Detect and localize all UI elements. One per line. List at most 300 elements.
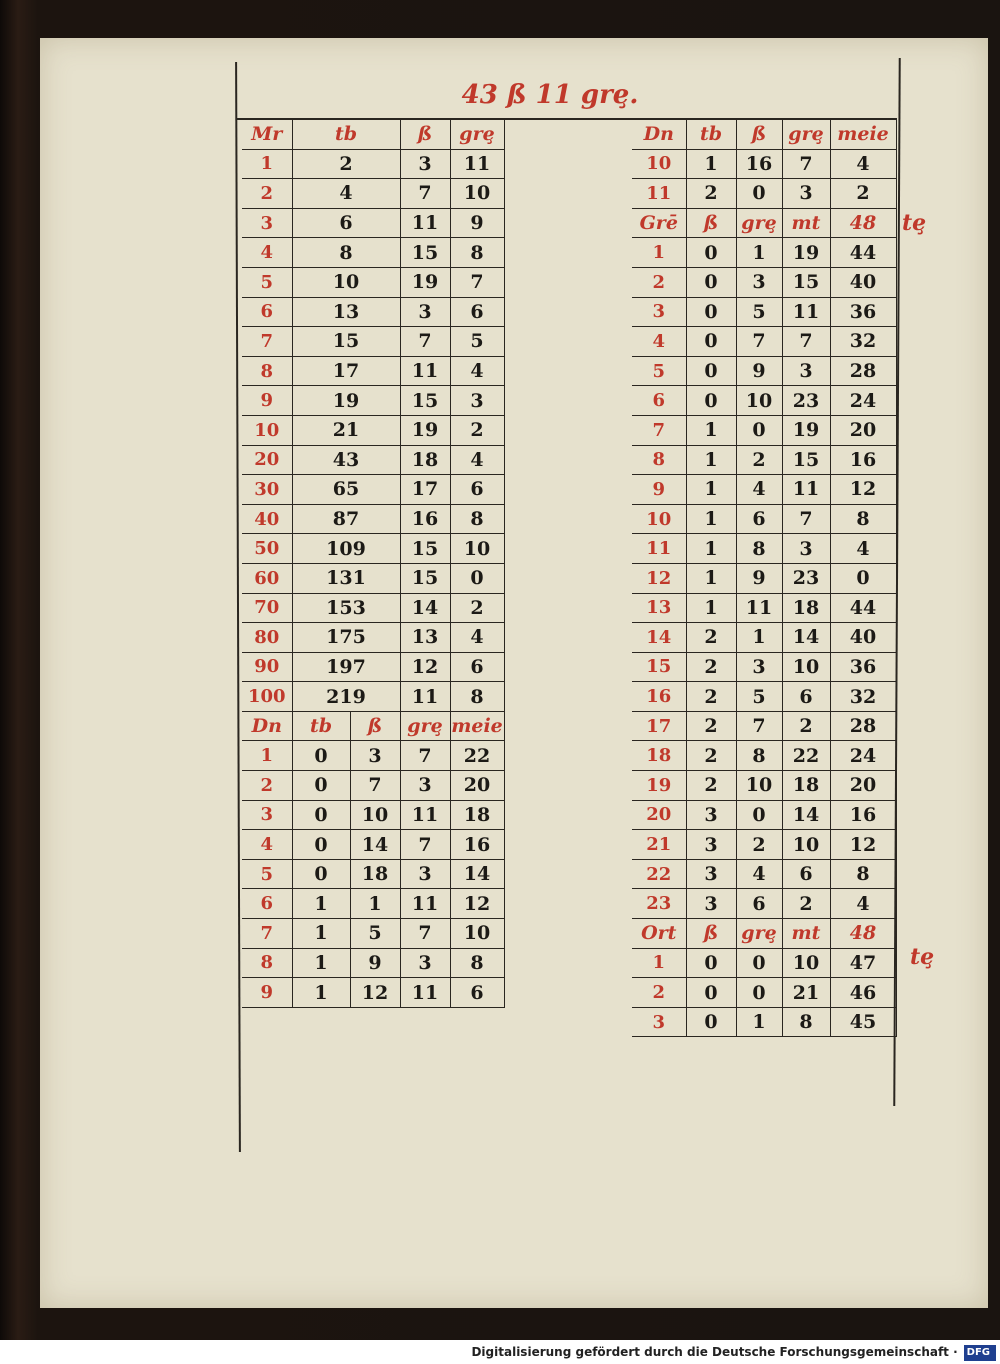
table-cell: 0 [686, 267, 736, 297]
table-row [632, 267, 896, 297]
table-cell: 11 [632, 179, 686, 209]
table-row [632, 741, 896, 771]
table-cell: 2 [686, 652, 736, 682]
table-cell: 14 [350, 830, 400, 860]
table-cell: 2 [450, 415, 504, 445]
table-cell: 14 [632, 623, 686, 653]
table-cell: 22 [782, 741, 830, 771]
table-cell: 109 [292, 534, 400, 564]
table-row [632, 1007, 896, 1037]
table-row [242, 149, 504, 179]
table-cell: 19 [632, 771, 686, 801]
table-cell: 8 [632, 445, 686, 475]
table-cell: 1 [242, 741, 292, 771]
table-cell: 3 [686, 889, 736, 919]
table-cell: 10 [632, 504, 686, 534]
table-cell: ß [686, 919, 736, 949]
table-cell: 1 [686, 504, 736, 534]
table-cell: 80 [242, 623, 292, 653]
table-cell: 5 [350, 919, 400, 949]
table-cell: 12 [400, 652, 450, 682]
table-cell: 18 [350, 859, 400, 889]
table-cell: 11 [632, 534, 686, 564]
table-cell: 8 [736, 534, 782, 564]
table-cell: 30 [242, 475, 292, 505]
table-cell: Mr [242, 120, 292, 149]
table-cell: 11 [400, 208, 450, 238]
table-cell: 7 [782, 504, 830, 534]
table-cell: 12 [830, 475, 896, 505]
table-cell: 8 [450, 504, 504, 534]
table-cell: 12 [450, 889, 504, 919]
table-cell: 15 [632, 652, 686, 682]
table-cell: 0 [686, 386, 736, 416]
table-cell: 15 [400, 563, 450, 593]
dfg-logo: DFG [964, 1345, 996, 1361]
table-cell: 3 [782, 179, 830, 209]
table-cell: 19 [782, 238, 830, 268]
table-cell: 2 [686, 771, 736, 801]
table-cell: 4 [830, 149, 896, 179]
table-cell: 3 [686, 830, 736, 860]
table-cell: 16 [632, 682, 686, 712]
table-cell: 9 [242, 978, 292, 1008]
table-cell: 6 [450, 652, 504, 682]
table-cell: 10 [782, 830, 830, 860]
table-cell: 44 [830, 238, 896, 268]
table-cell: 9 [736, 563, 782, 593]
table-cell: 8 [292, 238, 400, 268]
table-cell: 2 [686, 623, 736, 653]
table-cell: 15 [782, 445, 830, 475]
table-row [632, 386, 896, 416]
side-note: tȩ [902, 210, 927, 236]
table-cell: 9 [632, 475, 686, 505]
table-cell: 50 [242, 534, 292, 564]
table-cell: 4 [242, 238, 292, 268]
table-cell: 60 [242, 563, 292, 593]
table-cell: 40 [830, 623, 896, 653]
table-row [242, 711, 504, 741]
table-cell: 46 [830, 978, 896, 1008]
table-row [242, 386, 504, 416]
table-cell: 3 [736, 652, 782, 682]
table-cell: 1 [292, 978, 350, 1008]
table-cell: 219 [292, 682, 400, 712]
table-cell: 2 [686, 741, 736, 771]
table-cell: 6 [292, 208, 400, 238]
table-row [242, 652, 504, 682]
table-cell: 0 [830, 563, 896, 593]
table-row [242, 919, 504, 949]
table-row [242, 356, 504, 386]
table-cell: 6 [242, 297, 292, 327]
table-cell: 17 [632, 711, 686, 741]
table-cell: 7 [400, 327, 450, 357]
table-row [632, 149, 896, 179]
table-cell: 90 [242, 652, 292, 682]
table-row [242, 948, 504, 978]
table-row [632, 238, 896, 268]
table-cell: 23 [632, 889, 686, 919]
table-cell: 20 [830, 771, 896, 801]
table-cell: 24 [830, 741, 896, 771]
table-cell: mt [782, 208, 830, 238]
table-cell: 4 [450, 356, 504, 386]
table-cell: 16 [400, 504, 450, 534]
table-cell: 3 [400, 149, 450, 179]
table-cell: 4 [736, 859, 782, 889]
table-cell: 0 [292, 771, 350, 801]
table-cell: 2 [782, 889, 830, 919]
table-cell: 19 [292, 386, 400, 416]
table-cell: 15 [400, 534, 450, 564]
table-cell: 14 [450, 859, 504, 889]
table-cell: 9 [736, 356, 782, 386]
table-cell: Dn [242, 711, 292, 741]
table-cell: 1 [736, 1007, 782, 1037]
table-row [242, 563, 504, 593]
table-cell: 40 [830, 267, 896, 297]
table-cell: 2 [632, 978, 686, 1008]
table-cell: 1 [686, 415, 736, 445]
table-cell: 18 [782, 771, 830, 801]
table-row [242, 623, 504, 653]
table-cell: 100 [242, 682, 292, 712]
table-row [632, 297, 896, 327]
table-row [242, 771, 504, 801]
table-cell: 6 [242, 889, 292, 919]
table-cell: 0 [686, 948, 736, 978]
table-cell: 0 [686, 978, 736, 1008]
table-cell: 5 [632, 356, 686, 386]
table-cell: 0 [292, 859, 350, 889]
table-cell: 18 [782, 593, 830, 623]
table-cell: 7 [400, 830, 450, 860]
table-cell: 7 [632, 415, 686, 445]
table-row [242, 297, 504, 327]
table-row [242, 504, 504, 534]
table-cell: 0 [736, 415, 782, 445]
table-cell: tb [686, 120, 736, 149]
table-row [632, 504, 896, 534]
table-cell: 6 [450, 475, 504, 505]
table-cell: 11 [782, 297, 830, 327]
page-header: 43 ß 11 grȩ. [461, 80, 639, 110]
table-row [632, 356, 896, 386]
table-cell: Grē [632, 208, 686, 238]
table-row [242, 120, 504, 149]
table-cell: 32 [830, 327, 896, 357]
left-table [242, 120, 505, 1008]
table-cell: grȩ [400, 711, 450, 741]
table-cell: 45 [830, 1007, 896, 1037]
table-row [632, 800, 896, 830]
table-row [242, 267, 504, 297]
table-cell: 4 [632, 327, 686, 357]
table-cell: 16 [830, 445, 896, 475]
table-row [632, 445, 896, 475]
table-cell: 175 [292, 623, 400, 653]
table-row [242, 208, 504, 238]
table-row [242, 475, 504, 505]
table-row [632, 978, 896, 1008]
table-cell: 6 [782, 859, 830, 889]
table-row [632, 623, 896, 653]
table-row [242, 415, 504, 445]
table-row [242, 445, 504, 475]
table-cell: 4 [450, 445, 504, 475]
table-cell: 48 [830, 208, 896, 238]
table-row [632, 652, 896, 682]
table-cell: 15 [782, 267, 830, 297]
table-cell: 20 [830, 415, 896, 445]
table-cell: 13 [292, 297, 400, 327]
table-cell: 1 [292, 919, 350, 949]
table-cell: 1 [350, 889, 400, 919]
table-cell: 10 [782, 652, 830, 682]
table-cell: 1 [736, 623, 782, 653]
table-cell: 10 [242, 415, 292, 445]
table-cell: 4 [450, 623, 504, 653]
table-cell: 2 [782, 711, 830, 741]
table-cell: 9 [242, 386, 292, 416]
table-row [242, 238, 504, 268]
table-row [632, 120, 896, 149]
table-row [632, 208, 896, 238]
table-cell: 4 [830, 534, 896, 564]
table-cell: 3 [350, 741, 400, 771]
table-cell: 10 [450, 919, 504, 949]
table-row [632, 771, 896, 801]
table-cell: 11 [400, 889, 450, 919]
table-cell: 18 [450, 800, 504, 830]
table-cell: 3 [242, 800, 292, 830]
table-cell: 15 [400, 238, 450, 268]
table-cell: 6 [736, 504, 782, 534]
table-cell: 40 [242, 504, 292, 534]
table-cell: 7 [450, 267, 504, 297]
table-row [632, 179, 896, 209]
table-cell: 3 [400, 297, 450, 327]
table-row [242, 978, 504, 1008]
table-cell: 2 [292, 149, 400, 179]
table-cell: 6 [736, 889, 782, 919]
table-row [632, 475, 896, 505]
table-cell: 48 [830, 919, 896, 949]
table-cell: 3 [400, 948, 450, 978]
table-cell: 3 [242, 208, 292, 238]
table-cell: 7 [350, 771, 400, 801]
table-cell: 197 [292, 652, 400, 682]
table-cell: 16 [830, 800, 896, 830]
table-cell: 11 [400, 978, 450, 1008]
table-cell: 32 [830, 682, 896, 712]
table-cell: 11 [400, 356, 450, 386]
table-cell: Ort [632, 919, 686, 949]
table-cell: 1 [686, 149, 736, 179]
table-cell: 20 [450, 771, 504, 801]
table-cell: 12 [350, 978, 400, 1008]
table-cell: 0 [736, 948, 782, 978]
table-cell: 10 [450, 534, 504, 564]
table-cell: 3 [686, 859, 736, 889]
table-cell: Dn [632, 120, 686, 149]
table-cell: 3 [632, 1007, 686, 1037]
table-cell: ß [686, 208, 736, 238]
table-row [242, 859, 504, 889]
table-cell: 1 [292, 948, 350, 978]
table-cell: tb [292, 120, 400, 149]
table-cell: 17 [400, 475, 450, 505]
table-cell: 5 [736, 682, 782, 712]
table-cell: 11 [400, 682, 450, 712]
table-cell: 19 [400, 415, 450, 445]
table-cell: 2 [686, 711, 736, 741]
table-cell: 153 [292, 593, 400, 623]
table-cell: 7 [400, 919, 450, 949]
table-cell: 6 [782, 682, 830, 712]
table-cell: 18 [400, 445, 450, 475]
table-cell: 3 [686, 800, 736, 830]
table-cell: 9 [450, 208, 504, 238]
table-cell: 3 [782, 356, 830, 386]
table-cell: 0 [686, 1007, 736, 1037]
table-cell: 16 [736, 149, 782, 179]
table-cell: 1 [686, 534, 736, 564]
table-cell: 12 [632, 563, 686, 593]
table-cell: 4 [830, 889, 896, 919]
table-cell: 43 [292, 445, 400, 475]
table-cell: 17 [292, 356, 400, 386]
table-cell: 15 [292, 327, 400, 357]
table-row [242, 830, 504, 860]
table-row [242, 889, 504, 919]
table-cell: ß [400, 120, 450, 149]
table-cell: 1 [686, 475, 736, 505]
table-cell: 5 [242, 859, 292, 889]
table-cell: 0 [686, 327, 736, 357]
table-cell: 10 [782, 948, 830, 978]
table-cell: 8 [450, 238, 504, 268]
table-row [242, 741, 504, 771]
table-cell: 22 [450, 741, 504, 771]
table-cell: 2 [736, 445, 782, 475]
table-cell: 5 [242, 267, 292, 297]
table-cell: 1 [632, 948, 686, 978]
table-cell: 2 [242, 179, 292, 209]
table-cell: 22 [632, 859, 686, 889]
table-cell: 1 [242, 149, 292, 179]
table-cell: 0 [686, 297, 736, 327]
table-cell: 2 [686, 682, 736, 712]
table-row [242, 534, 504, 564]
table-cell: 13 [632, 593, 686, 623]
table-row [632, 593, 896, 623]
table-cell: 7 [782, 149, 830, 179]
table-cell: 8 [450, 948, 504, 978]
table-row [632, 711, 896, 741]
table-cell: 44 [830, 593, 896, 623]
table-cell: 15 [400, 386, 450, 416]
table-cell: 4 [292, 179, 400, 209]
table-cell: meie [450, 711, 504, 741]
table-cell: 16 [450, 830, 504, 860]
table-cell: ß [350, 711, 400, 741]
table-cell: 36 [830, 652, 896, 682]
table-cell: 14 [782, 623, 830, 653]
table-cell: 5 [736, 297, 782, 327]
table-cell: 2 [830, 179, 896, 209]
table-cell: 19 [782, 415, 830, 445]
table-cell: 2 [450, 593, 504, 623]
table-cell: 8 [242, 356, 292, 386]
table-row [632, 919, 896, 949]
table-row [242, 800, 504, 830]
table-cell: 3 [400, 771, 450, 801]
table-cell: 7 [736, 711, 782, 741]
footer-text: Digitalisierung gefördert durch die Deutsche Forschungsgemeinschaft · [471, 1345, 958, 1359]
table-row [632, 889, 896, 919]
table-cell: 3 [632, 297, 686, 327]
table-cell: 10 [450, 179, 504, 209]
table-cell: 70 [242, 593, 292, 623]
table-cell: 14 [400, 593, 450, 623]
table-cell: 28 [830, 356, 896, 386]
table-cell: ß [736, 120, 782, 149]
table-cell: 36 [830, 297, 896, 327]
table-cell: 9 [350, 948, 400, 978]
table-cell: 131 [292, 563, 400, 593]
table-cell: 0 [292, 741, 350, 771]
table-cell: 0 [292, 800, 350, 830]
table-row [242, 593, 504, 623]
table-cell: 7 [400, 741, 450, 771]
table-cell: 11 [450, 149, 504, 179]
table-cell: 5 [450, 327, 504, 357]
table-cell: 2 [632, 267, 686, 297]
table-cell: grȩ [736, 208, 782, 238]
table-cell: tb [292, 711, 350, 741]
table-cell: 19 [400, 267, 450, 297]
table-cell: 11 [782, 475, 830, 505]
table-cell: 11 [400, 800, 450, 830]
right-table [632, 120, 897, 1037]
table-cell: 87 [292, 504, 400, 534]
table-cell: 28 [830, 711, 896, 741]
table-cell: 0 [686, 238, 736, 268]
table-cell: 24 [830, 386, 896, 416]
table-cell: 3 [782, 534, 830, 564]
table-cell: 18 [632, 741, 686, 771]
table-cell: 47 [830, 948, 896, 978]
table-cell: 0 [292, 830, 350, 860]
table-cell: 8 [830, 504, 896, 534]
table-cell: grȩ [450, 120, 504, 149]
table-cell: 21 [782, 978, 830, 1008]
table-cell: mt [782, 919, 830, 949]
table-row [632, 859, 896, 889]
table-row [242, 327, 504, 357]
table-cell: 65 [292, 475, 400, 505]
table-cell: 2 [736, 830, 782, 860]
table-cell: 3 [400, 859, 450, 889]
table-cell: 8 [242, 948, 292, 978]
table-cell: 3 [450, 386, 504, 416]
table-cell: 21 [292, 415, 400, 445]
table-cell: 3 [736, 267, 782, 297]
table-cell: 10 [350, 800, 400, 830]
